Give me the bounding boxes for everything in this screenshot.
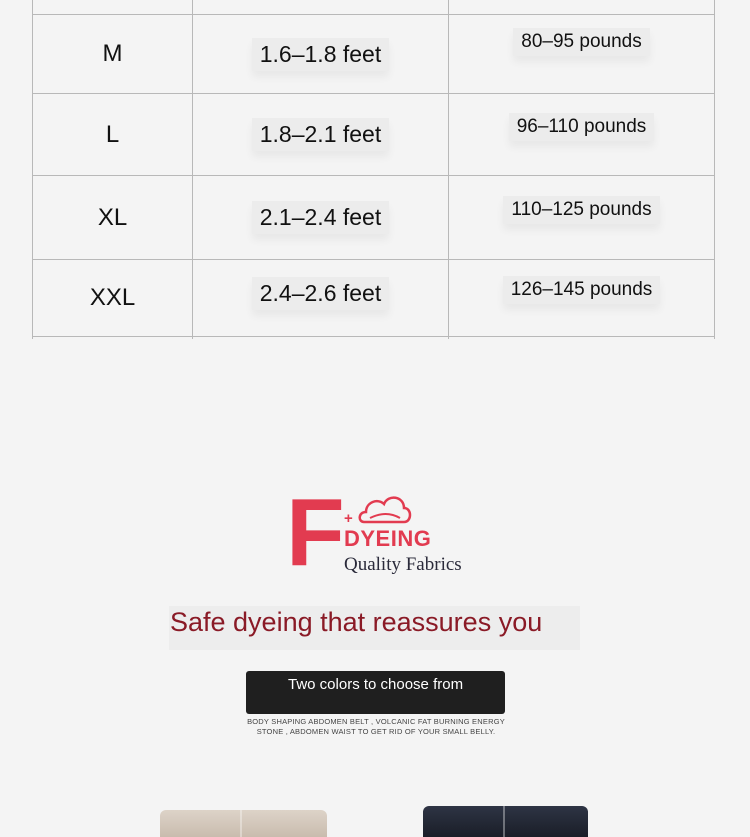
logo-subtitle: Quality Fabrics — [344, 554, 462, 575]
product-image-dark — [423, 806, 588, 837]
dyeing-logo — [286, 479, 476, 586]
product-image-light — [160, 810, 327, 837]
table-row — [33, 337, 715, 340]
weight-cell: 110–125 pounds — [503, 196, 659, 224]
table-row — [33, 260, 715, 337]
logo-title: DYEING — [344, 526, 432, 551]
size-cell: M — [33, 15, 193, 94]
cloud-icon — [356, 492, 416, 528]
height-cell: 2.4–2.6 feet — [252, 277, 390, 310]
table-row — [33, 94, 715, 176]
weight-cell: 96–110 pounds — [509, 113, 655, 141]
height-cell: 1.8–2.1 feet — [252, 118, 390, 151]
table-row — [33, 0, 715, 15]
colors-label: Two colors to choose from — [246, 671, 505, 714]
size-cell: L — [33, 94, 193, 176]
size-table — [32, 0, 715, 339]
size-cell: XXL — [33, 260, 193, 337]
product-description: BODY SHAPING ABDOMEN BELT , VOLCANIC FAT BURNING ENERGY STONE , ABDOMEN WAIST TO GET RID OF YOUR SMALL BELLY. — [247, 717, 505, 736]
weight-cell: 80–95 pounds — [513, 28, 649, 56]
table-row — [33, 176, 715, 260]
plus-icon: + — [344, 510, 353, 527]
height-cell: 1.6–1.8 feet — [252, 38, 390, 71]
size-cell: XL — [33, 176, 193, 260]
tagline: Safe dyeing that reassures you — [169, 606, 580, 650]
logo-letter: F — [286, 479, 345, 586]
weight-cell: 126–145 pounds — [503, 276, 661, 304]
height-cell: 2.1–2.4 feet — [252, 201, 390, 234]
table-row — [33, 15, 715, 94]
